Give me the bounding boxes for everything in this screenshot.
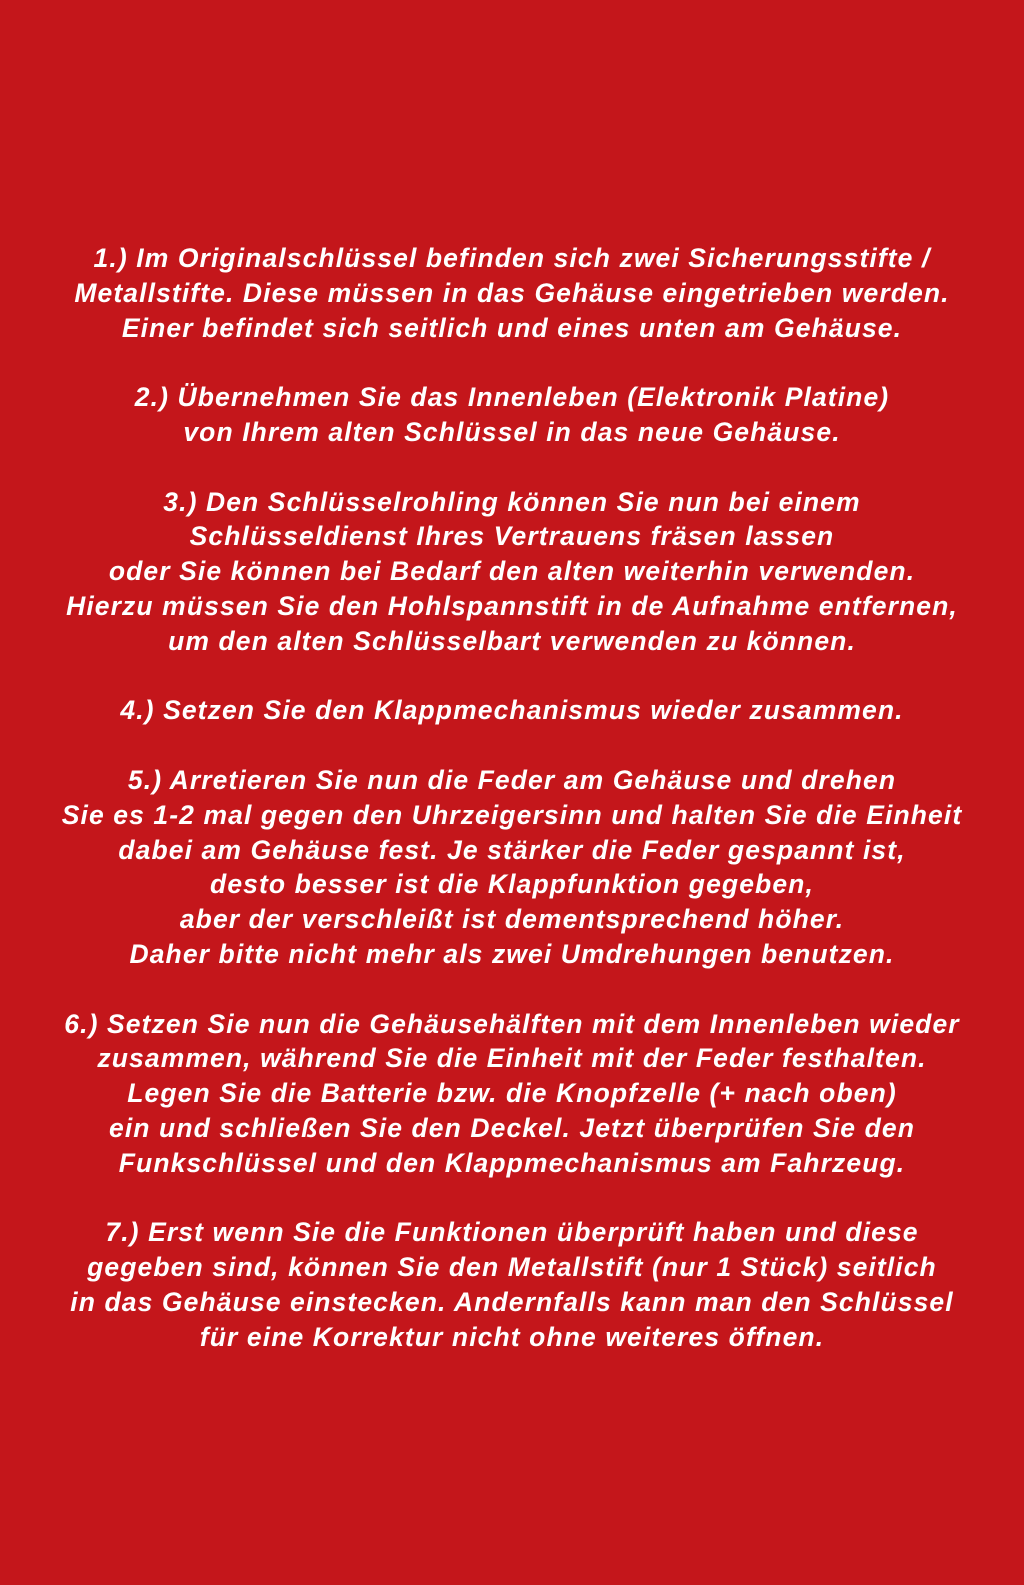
instruction-line: Funkschlüssel und den Klappmechanismus am Fahrzeug.: [118, 1147, 906, 1178]
instruction-line: 7.) Erst wenn Sie die Funktionen überprüft haben und diese: [105, 1217, 919, 1248]
instruction-line: ein und schließen Sie den Deckel. Jetzt überprüfen Sie den: [109, 1112, 915, 1143]
instruction-step-7: [0, 1215, 1024, 1354]
instruction-line: um den alten Schlüsselbart verwenden zu können.: [168, 625, 856, 656]
instruction-line: oder Sie können bei Bedarf den alten weiterhin verwenden.: [108, 556, 916, 587]
instruction-line: von Ihrem alten Schlüssel in das neue Gehäuse.: [183, 416, 841, 447]
instruction-line: 5.) Arretieren Sie nun die Feder am Gehäuse und drehen: [127, 764, 897, 795]
instruction-line: aber der verschleißt ist dementsprechend höher.: [179, 904, 845, 935]
instruction-line: 3.) Den Schlüsselrohling können Sie nun bei einem: [163, 486, 861, 517]
instruction-step-3: [0, 485, 1024, 659]
instruction-line: Einer befindet sich seitlich und eines unten am Gehäuse.: [121, 312, 903, 343]
instruction-line: Hierzu müssen Sie den Hohlspannstift in de Aufnahme entfernen,: [66, 590, 958, 621]
instruction-line: gegeben sind, können Sie den Metallstift (nur 1 Stück) seitlich: [87, 1252, 937, 1283]
instruction-step-2: [0, 380, 1024, 450]
instruction-line: Legen Sie die Batterie bzw. die Knopfzelle (+ nach oben): [127, 1078, 897, 1109]
instruction-line: 4.) Setzen Sie den Klappmechanismus wieder zusammen.: [120, 695, 904, 726]
instruction-line: zusammen, während Sie die Einheit mit der Feder festhalten.: [97, 1043, 927, 1074]
instruction-line: Sie es 1-2 mal gegen den Uhrzeigersinn und halten Sie die Einheit: [61, 799, 963, 830]
instruction-list: [0, 241, 1024, 1389]
instruction-line: in das Gehäuse einstecken. Andernfalls kann man den Schlüssel: [70, 1286, 954, 1317]
instruction-step-1: [0, 241, 1024, 345]
instruction-line: Metallstifte. Diese müssen in das Gehäuse eingetrieben werden.: [74, 277, 950, 308]
instruction-line: Schlüsseldienst Ihres Vertrauens fräsen lassen: [189, 521, 835, 552]
instruction-line: für eine Korrektur nicht ohne weiteres öffnen.: [199, 1321, 825, 1352]
instruction-line: dabei am Gehäuse fest. Je stärker die Feder gespannt ist,: [118, 834, 906, 865]
instruction-line: 1.) Im Originalschlüssel befinden sich zwei Sicherungsstifte /: [93, 243, 931, 273]
instruction-line: 2.) Übernehmen Sie das Innenleben (Elektronik Platine): [134, 382, 890, 413]
instruction-line: desto besser ist die Klappfunktion gegeben,: [210, 869, 814, 900]
instruction-step-4: [0, 693, 1024, 728]
instruction-line: Daher bitte nicht mehr als zwei Umdrehungen benutzen.: [129, 938, 895, 969]
instruction-step-6: [0, 1007, 1024, 1181]
instruction-line: 6.) Setzen Sie nun die Gehäusehälften mit dem Innenleben wieder: [64, 1008, 960, 1039]
instruction-step-5: [0, 763, 1024, 972]
